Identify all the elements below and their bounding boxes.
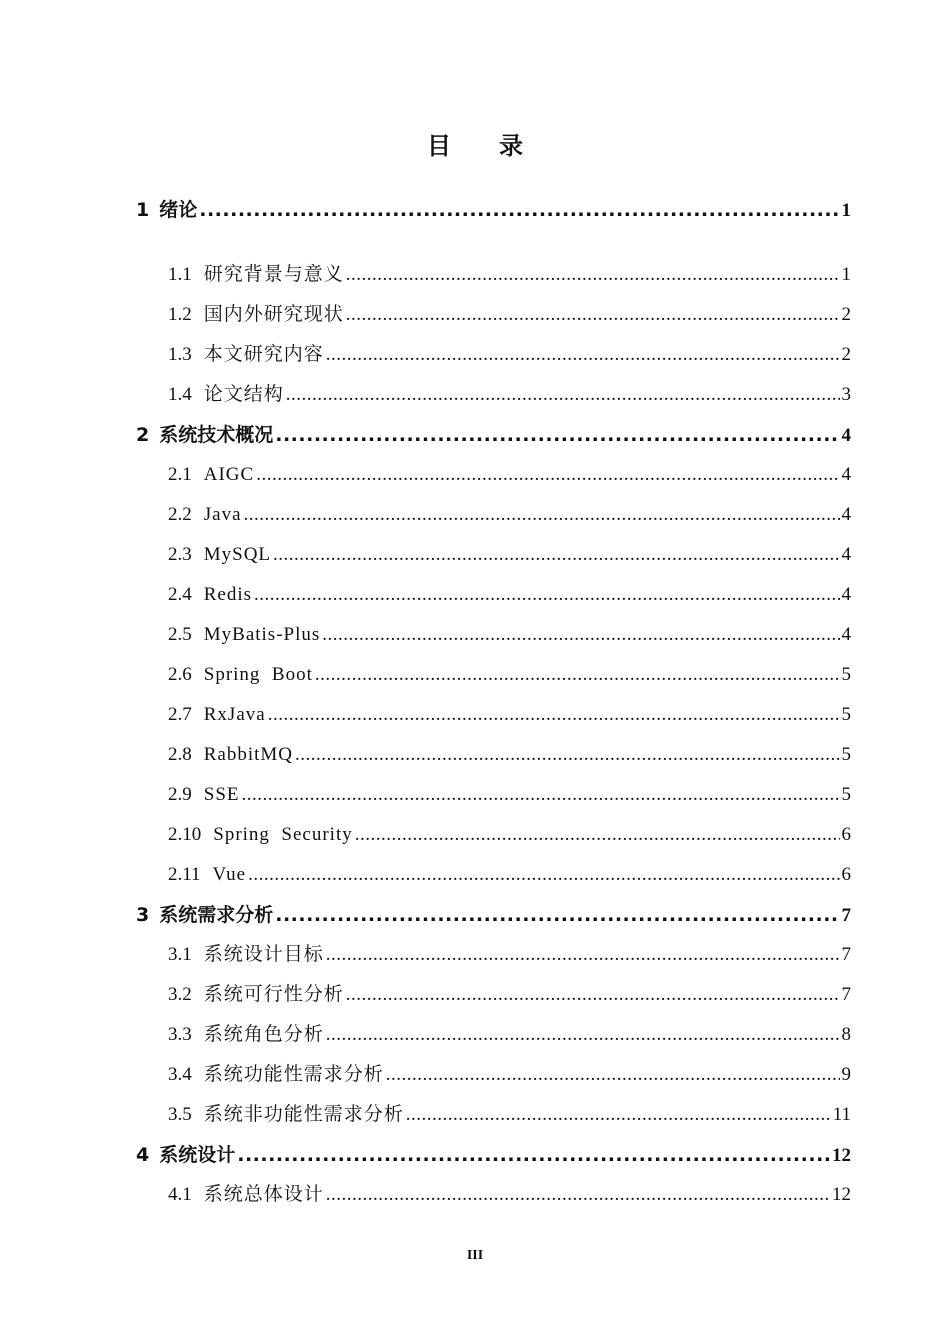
title-char-left: 目 [427, 134, 451, 160]
toc-entry-number: 3.5 [168, 1104, 192, 1125]
toc-entry-page-number: 4 [841, 544, 851, 565]
toc-section-entry[interactable] [168, 1181, 851, 1209]
toc-dot-leader [326, 941, 840, 969]
toc-entry-number: 3 [136, 904, 150, 926]
toc-dot-leader [346, 301, 840, 329]
toc-entry-number: 4 [136, 1144, 150, 1166]
toc-entry-number: 3.2 [168, 984, 192, 1005]
toc-entry-title: 绪论 [159, 199, 198, 221]
toc-dot-leader [244, 501, 840, 529]
toc-section-entry[interactable] [168, 541, 851, 569]
toc-entry-number: 1.3 [168, 344, 192, 365]
toc-entry-page-number: 1 [841, 200, 851, 221]
toc-section-entry[interactable] [168, 821, 851, 849]
toc-entry-number: 2.1 [168, 464, 192, 485]
toc-entry-number: 1.2 [168, 304, 192, 325]
toc-entry-page-number: 2 [841, 344, 851, 365]
toc-section-entry[interactable] [168, 941, 851, 969]
toc-entry-page-number: 6 [841, 864, 851, 885]
toc-entry-title: 系统非功能性需求分析 [203, 1104, 404, 1125]
toc-dot-leader [346, 261, 840, 289]
toc-entry-number: 2.6 [168, 664, 192, 685]
toc-entry-page-number: 5 [841, 744, 851, 765]
toc-dot-leader [275, 901, 839, 929]
toc-entry-page-number: 9 [841, 1064, 851, 1085]
toc-entry-title: 系统功能性需求分析 [203, 1064, 384, 1085]
toc-dot-leader [386, 1061, 840, 1089]
toc-section-entry[interactable] [168, 701, 851, 729]
toc-entry-page-number: 2 [841, 304, 851, 325]
toc-entry-number: 2.5 [168, 624, 192, 645]
toc-entry-title: 系统设计目标 [203, 944, 324, 965]
toc-entry-page-number: 7 [841, 984, 851, 1005]
toc-dot-leader [355, 821, 840, 849]
toc-entry-title: Spring Boot [203, 664, 313, 685]
toc-dot-leader [326, 1021, 840, 1049]
toc-section-entry[interactable] [168, 1101, 851, 1129]
toc-dot-leader [237, 1141, 830, 1169]
toc-section-entry[interactable] [168, 741, 851, 769]
toc-section-entry[interactable] [168, 621, 851, 649]
toc-section-entry[interactable] [168, 981, 851, 1009]
toc-dot-leader [326, 341, 840, 369]
toc-chapter-entry[interactable] [136, 196, 851, 224]
toc-dot-leader [199, 196, 839, 224]
toc-dot-leader [315, 661, 840, 689]
toc-section-entry[interactable] [168, 501, 851, 529]
toc-entry-number: 2.11 [168, 864, 201, 885]
page-title [0, 126, 950, 161]
toc-entry-title: 国内外研究现状 [203, 304, 344, 325]
toc-entry-number: 2.2 [168, 504, 192, 525]
toc-section-entry[interactable] [168, 381, 851, 409]
toc-entry-number: 2.8 [168, 744, 192, 765]
toc-entry-title: 本文研究内容 [203, 344, 324, 365]
toc-entry-title: 系统角色分析 [203, 1024, 324, 1045]
toc-entry-number: 2.3 [168, 544, 192, 565]
toc-entry-page-number: 12 [832, 1184, 851, 1205]
toc-chapter-entry[interactable] [136, 421, 851, 449]
toc-dot-leader [256, 461, 839, 489]
toc-entry-title: 系统技术概况 [159, 424, 274, 446]
toc-entry-page-number: 4 [841, 464, 851, 485]
toc-section-entry[interactable] [168, 301, 851, 329]
toc-chapter-entry[interactable] [136, 901, 851, 929]
toc-entry-title: Vue [212, 864, 247, 885]
toc-entry-title: RabbitMQ [203, 744, 294, 765]
toc-entry-page-number: 4 [841, 584, 851, 605]
toc-dot-leader [322, 621, 839, 649]
toc-entry-page-number: 1 [841, 264, 851, 285]
toc-entry-title: Spring Security [213, 824, 353, 845]
toc-dot-leader [346, 981, 840, 1009]
toc-section-entry[interactable] [168, 1021, 851, 1049]
toc-dot-leader [254, 581, 839, 609]
toc-entry-number: 2.4 [168, 584, 192, 605]
toc-entry-title: SSE [203, 784, 240, 805]
toc-entry-page-number: 8 [841, 1024, 851, 1045]
toc-entry-number: 3.1 [168, 944, 192, 965]
toc-dot-leader [273, 541, 839, 569]
toc-section-entry[interactable] [168, 861, 851, 889]
toc-entry-page-number: 11 [832, 1104, 851, 1125]
toc-entry-title: 系统设计 [159, 1144, 236, 1166]
toc-entry-page-number: 3 [841, 384, 851, 405]
toc-entry-title: MySQL [203, 544, 272, 565]
toc-entry-title: RxJava [203, 704, 266, 725]
toc-entry-page-number: 5 [841, 704, 851, 725]
toc-entry-number: 4.1 [168, 1184, 192, 1205]
toc-entry-page-number: 5 [841, 784, 851, 805]
toc-entry-title: MyBatis-Plus [203, 624, 321, 645]
toc-dot-leader [268, 701, 840, 729]
toc-dot-leader [242, 781, 840, 809]
toc-entry-page-number: 7 [841, 905, 851, 926]
title-char-right: 录 [499, 134, 523, 160]
toc-entry-number: 3.3 [168, 1024, 192, 1045]
toc-dot-leader [326, 1181, 830, 1209]
toc-entry-page-number: 6 [841, 824, 851, 845]
toc-entry-page-number: 7 [841, 944, 851, 965]
toc-entry-title: 论文结构 [203, 384, 284, 405]
toc-entry-number: 1 [136, 199, 150, 221]
toc-entry-title: 系统总体设计 [203, 1184, 324, 1205]
toc-entry-title: Redis [203, 584, 253, 605]
toc-entry-page-number: 5 [841, 664, 851, 685]
toc-entry-number: 2 [136, 424, 150, 446]
toc-section-entry[interactable] [168, 341, 851, 369]
toc-entry-title: 研究背景与意义 [203, 264, 344, 285]
toc-entry-page-number: 12 [832, 1145, 851, 1166]
toc-entry-page-number: 4 [841, 504, 851, 525]
toc-entry-number: 1.1 [168, 264, 192, 285]
toc-section-entry[interactable] [168, 661, 851, 689]
toc-section-entry[interactable] [168, 1061, 851, 1089]
toc-entry-title: 系统需求分析 [159, 904, 274, 926]
toc-dot-leader [248, 861, 839, 889]
toc-dot-leader [406, 1101, 831, 1129]
toc-dot-leader [295, 741, 839, 769]
toc-entry-title: 系统可行性分析 [203, 984, 344, 1005]
toc-entry-number: 2.10 [168, 824, 202, 845]
toc-entry-page-number: 4 [841, 624, 851, 645]
toc-chapter-entry[interactable] [136, 1141, 851, 1169]
toc-section-entry[interactable] [168, 781, 851, 809]
toc-section-entry[interactable] [168, 461, 851, 489]
toc-section-entry[interactable] [168, 261, 851, 289]
toc-entry-title: AIGC [203, 464, 255, 485]
toc-entry-number: 2.7 [168, 704, 192, 725]
toc-entry-title: Java [203, 504, 242, 525]
page-number-footer: III [466, 1248, 484, 1263]
toc-dot-leader [275, 421, 839, 449]
toc-entry-page-number: 4 [841, 425, 851, 446]
toc-entry-number: 1.4 [168, 384, 192, 405]
toc-dot-leader [286, 381, 840, 409]
toc-section-entry[interactable] [168, 581, 851, 609]
toc-entry-number: 3.4 [168, 1064, 192, 1085]
toc-entry-number: 2.9 [168, 784, 192, 805]
